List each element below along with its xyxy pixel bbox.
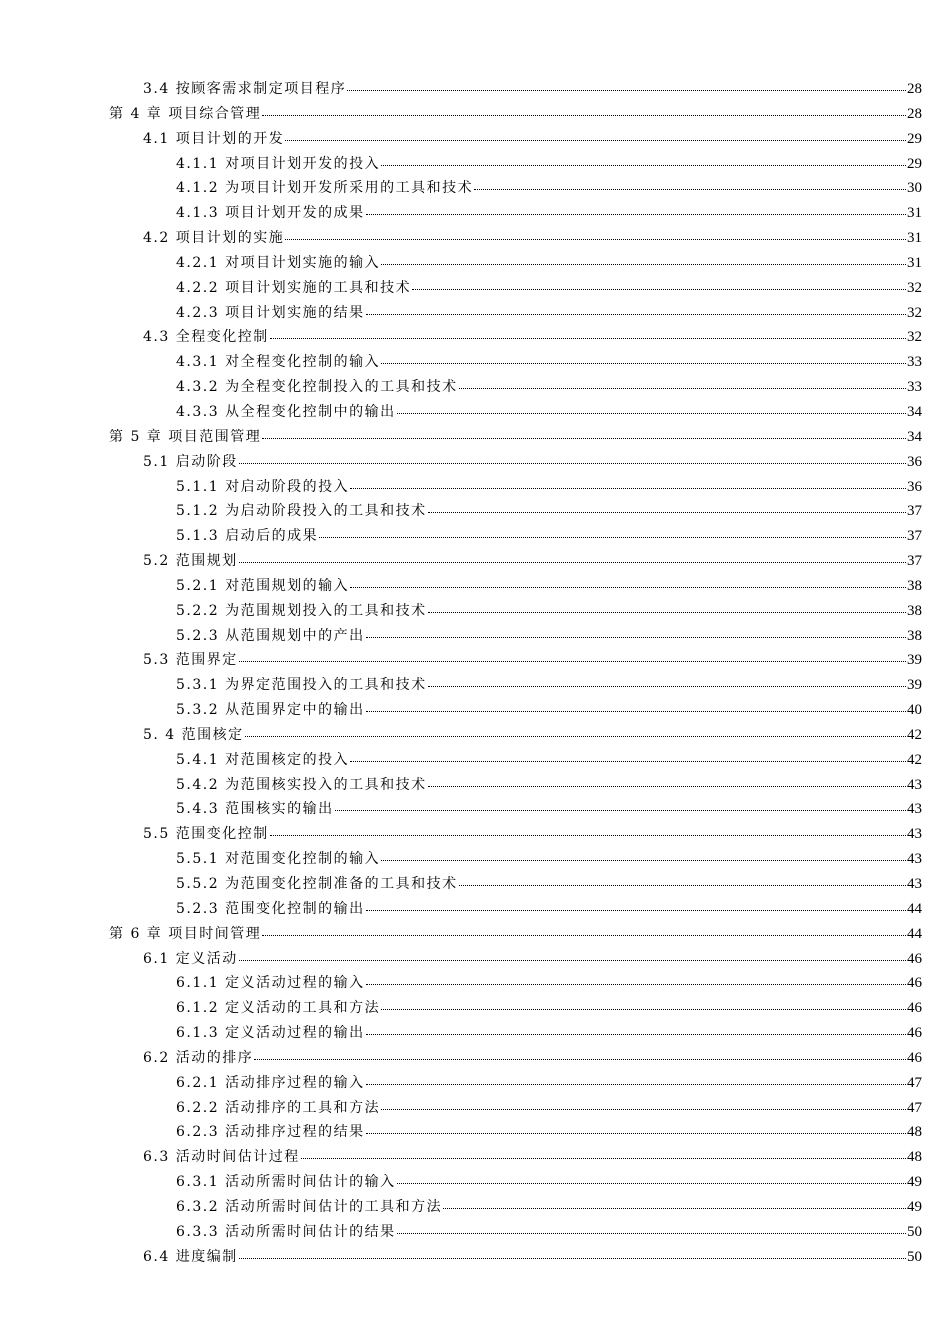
toc-dot-leader <box>397 412 906 414</box>
toc-dot-leader <box>366 983 906 985</box>
toc-entry-title: 5.2 范围规划 <box>143 553 238 570</box>
toc-entry[interactable] <box>0 549 950 574</box>
toc-dot-leader <box>381 859 906 861</box>
toc-entry[interactable] <box>0 499 950 524</box>
toc-entry-page-number: 29 <box>907 155 922 172</box>
toc-entry[interactable] <box>0 797 950 822</box>
toc-entry-title: 4.1.2 为项目计划开发所采用的工具和技术 <box>176 180 474 197</box>
toc-dot-leader <box>381 1108 906 1110</box>
toc-entry-title: 6.3.2 活动所需时间估计的工具和方法 <box>176 1198 443 1215</box>
toc-entry-title: 5.1 启动阶段 <box>143 453 238 470</box>
toc-entry-page-number: 36 <box>907 478 922 495</box>
toc-entry-page-number: 31 <box>907 205 922 222</box>
toc-entry-page-number: 43 <box>907 801 922 818</box>
toc-entry[interactable] <box>0 1245 950 1270</box>
toc-entry-page-number: 28 <box>907 81 922 97</box>
toc-entry[interactable] <box>0 77 950 102</box>
toc-entry[interactable] <box>0 475 950 500</box>
toc-entry-title: 6.2.2 活动排序的工具和方法 <box>176 1099 381 1116</box>
toc-dot-leader <box>366 909 906 911</box>
toc-entry-page-number: 44 <box>907 925 922 942</box>
toc-entry-title: 6.3 活动时间估计过程 <box>143 1149 300 1166</box>
toc-entry-page-number: 31 <box>907 230 922 247</box>
toc-entry-title: 5. 4 范围核定 <box>143 726 244 743</box>
toc-entry[interactable] <box>0 127 950 152</box>
toc-entry-title: 5.5 范围变化控制 <box>143 826 269 843</box>
toc-dot-leader <box>443 1207 906 1209</box>
toc-entry[interactable] <box>0 822 950 847</box>
toc-entry[interactable] <box>0 276 950 301</box>
toc-entry-page-number: 34 <box>907 428 922 445</box>
toc-entry[interactable] <box>0 350 950 375</box>
toc-entry[interactable] <box>0 425 950 450</box>
toc-entry-title: 5.4.2 为范围核实投入的工具和技术 <box>176 776 427 793</box>
toc-dot-leader <box>459 884 906 886</box>
toc-entry-title: 5.2.3 范围变化控制的输出 <box>176 900 365 917</box>
toc-entry-title: 4.3.1 对全程变化控制的输入 <box>176 354 381 371</box>
toc-entry-title: 5.1.2 为启动阶段投入的工具和技术 <box>176 503 427 520</box>
toc-dot-leader <box>366 313 906 315</box>
table-of-contents <box>0 77 950 1270</box>
toc-dot-leader <box>239 561 906 563</box>
toc-entry[interactable] <box>0 673 950 698</box>
toc-entry-page-number: 43 <box>907 876 922 892</box>
toc-entry[interactable] <box>0 176 950 201</box>
toc-entry-title: 5.4.3 范围核实的输出 <box>176 801 334 818</box>
toc-entry-title: 4.1.1 对项目计划开发的投入 <box>176 155 381 172</box>
toc-dot-leader <box>285 238 906 240</box>
toc-entry-page-number: 37 <box>907 553 922 570</box>
toc-entry[interactable] <box>0 599 950 624</box>
toc-entry[interactable] <box>0 574 950 599</box>
toc-entry-page-number: 48 <box>907 1124 922 1141</box>
toc-dot-leader <box>397 1182 906 1184</box>
toc-entry[interactable] <box>0 1021 950 1046</box>
toc-entry-title: 6.1.3 定义活动过程的输出 <box>176 1025 365 1042</box>
toc-dot-leader <box>319 536 906 538</box>
toc-entry[interactable] <box>0 947 950 972</box>
toc-entry-page-number: 46 <box>907 1049 922 1066</box>
toc-entry-title: 4.2.2 项目计划实施的工具和技术 <box>176 279 412 296</box>
toc-entry-page-number: 50 <box>907 1223 922 1240</box>
toc-entry-title: 5.5.2 为范围变化控制准备的工具和技术 <box>176 876 458 892</box>
toc-entry[interactable] <box>0 1220 950 1245</box>
toc-dot-leader <box>412 288 906 290</box>
toc-entry-page-number: 49 <box>907 1198 922 1215</box>
toc-entry-title: 第 4 章 项目综合管理 <box>109 105 262 122</box>
toc-entry-title: 第 6 章 项目时间管理 <box>109 925 262 942</box>
toc-dot-leader <box>366 213 906 215</box>
toc-entry-title: 3.4 按顾客需求制定项目程序 <box>143 81 347 97</box>
toc-entry[interactable] <box>0 450 950 475</box>
toc-entry[interactable] <box>0 872 950 897</box>
toc-dot-leader <box>428 685 906 687</box>
toc-entry-title: 5.2.3 从范围规划中的产出 <box>176 627 365 644</box>
toc-entry-title: 4.2.3 项目计划实施的结果 <box>176 304 365 321</box>
toc-dot-leader <box>350 487 906 489</box>
toc-dot-leader <box>335 809 906 811</box>
toc-entry[interactable] <box>0 226 950 251</box>
toc-dot-leader <box>350 760 906 762</box>
toc-entry-title: 6.3.3 活动所需时间估计的结果 <box>176 1223 396 1240</box>
toc-entry[interactable] <box>0 375 950 400</box>
toc-entry-title: 第 5 章 项目范围管理 <box>109 428 262 445</box>
toc-entry-title: 5.3 范围界定 <box>143 652 238 669</box>
toc-entry-title: 6.2.1 活动排序过程的输入 <box>176 1074 365 1091</box>
toc-entry-page-number: 39 <box>907 652 922 669</box>
toc-entry[interactable] <box>0 847 950 872</box>
toc-entry[interactable] <box>0 897 950 922</box>
toc-entry[interactable] <box>0 1071 950 1096</box>
toc-entry-page-number: 47 <box>907 1099 922 1116</box>
toc-entry-page-number: 50 <box>907 1248 922 1265</box>
toc-entry[interactable] <box>0 624 950 649</box>
toc-dot-leader <box>262 437 906 439</box>
toc-entry-title: 5.3.1 为界定范围投入的工具和技术 <box>176 677 427 694</box>
toc-entry-page-number: 33 <box>907 379 922 396</box>
toc-entry-page-number: 43 <box>907 851 922 868</box>
toc-entry-title: 6.1.1 定义活动过程的输入 <box>176 975 365 992</box>
toc-entry-page-number: 36 <box>907 453 922 470</box>
toc-dot-leader <box>459 387 906 389</box>
toc-entry[interactable] <box>0 1170 950 1195</box>
toc-entry-title: 5.2.2 为范围规划投入的工具和技术 <box>176 602 427 619</box>
toc-entry[interactable] <box>0 201 950 226</box>
toc-dot-leader <box>262 934 906 936</box>
toc-entry-page-number: 33 <box>907 354 922 371</box>
toc-dot-leader <box>381 1008 906 1010</box>
toc-entry-title: 6.1.2 定义活动的工具和方法 <box>176 1000 381 1017</box>
toc-dot-leader <box>285 139 906 141</box>
toc-dot-leader <box>245 735 906 737</box>
toc-dot-leader <box>239 959 906 961</box>
toc-dot-leader <box>428 611 906 613</box>
toc-entry-page-number: 28 <box>907 105 922 122</box>
toc-entry-title: 5.5.1 对范围变化控制的输入 <box>176 851 381 868</box>
toc-entry[interactable] <box>0 723 950 748</box>
toc-entry[interactable] <box>0 1096 950 1121</box>
toc-dot-leader <box>397 1232 906 1234</box>
toc-dot-leader <box>428 785 906 787</box>
toc-dot-leader <box>239 462 906 464</box>
toc-dot-leader <box>301 1157 906 1159</box>
toc-entry-page-number: 37 <box>907 503 922 520</box>
toc-entry-page-number: 43 <box>907 826 922 843</box>
toc-entry-page-number: 44 <box>907 900 922 917</box>
toc-dot-leader <box>474 188 906 190</box>
toc-entry-title: 5.2.1 对范围规划的输入 <box>176 577 350 594</box>
toc-dot-leader <box>381 362 906 364</box>
toc-entry-title: 6.2.3 活动排序过程的结果 <box>176 1124 365 1141</box>
toc-dot-leader <box>239 1257 906 1259</box>
toc-entry[interactable] <box>0 1120 950 1145</box>
toc-entry[interactable] <box>0 301 950 326</box>
toc-entry-page-number: 46 <box>907 975 922 992</box>
toc-entry[interactable] <box>0 698 950 723</box>
toc-entry[interactable] <box>0 102 950 127</box>
toc-entry-page-number: 48 <box>907 1149 922 1166</box>
toc-entry[interactable] <box>0 648 950 673</box>
toc-entry[interactable] <box>0 1145 950 1170</box>
toc-entry-title: 6.2 活动的排序 <box>143 1049 254 1066</box>
toc-entry-page-number: 42 <box>907 726 922 743</box>
toc-entry-title: 4.3.3 从全程变化控制中的输出 <box>176 403 396 420</box>
toc-entry-page-number: 40 <box>907 702 922 719</box>
toc-entry-title: 6.1 定义活动 <box>143 950 238 967</box>
toc-entry-page-number: 32 <box>907 279 922 296</box>
toc-entry[interactable] <box>0 1046 950 1071</box>
toc-dot-leader <box>366 1132 906 1134</box>
toc-entry-page-number: 34 <box>907 403 922 420</box>
toc-entry-page-number: 38 <box>907 577 922 594</box>
toc-entry-title: 4.2 项目计划的实施 <box>143 230 285 247</box>
toc-entry-title: 6.4 进度编制 <box>143 1248 238 1265</box>
toc-entry-title: 5.1.1 对启动阶段的投入 <box>176 478 350 495</box>
toc-entry-page-number: 39 <box>907 677 922 694</box>
toc-entry[interactable] <box>0 1195 950 1220</box>
toc-dot-leader <box>239 660 906 662</box>
toc-entry[interactable] <box>0 325 950 350</box>
toc-dot-leader <box>366 1083 906 1085</box>
toc-entry-page-number: 49 <box>907 1174 922 1191</box>
toc-entry-page-number: 38 <box>907 627 922 644</box>
toc-dot-leader <box>254 1058 906 1060</box>
toc-entry[interactable] <box>0 996 950 1021</box>
toc-entry-title: 4.3.2 为全程变化控制投入的工具和技术 <box>176 379 458 396</box>
toc-entry[interactable] <box>0 152 950 177</box>
toc-entry-title: 6.3.1 活动所需时间估计的输入 <box>176 1174 396 1191</box>
toc-entry[interactable] <box>0 971 950 996</box>
toc-dot-leader <box>381 164 906 166</box>
toc-entry-page-number: 46 <box>907 1025 922 1042</box>
toc-entry-page-number: 38 <box>907 602 922 619</box>
toc-entry[interactable] <box>0 748 950 773</box>
toc-dot-leader <box>428 511 906 513</box>
toc-entry-page-number: 37 <box>907 528 922 545</box>
toc-entry-title: 5.3.2 从范围界定中的输出 <box>176 702 365 719</box>
toc-entry-page-number: 30 <box>907 180 922 197</box>
toc-entry-page-number: 46 <box>907 950 922 967</box>
toc-dot-leader <box>350 586 906 588</box>
toc-entry[interactable] <box>0 922 950 947</box>
toc-entry-page-number: 46 <box>907 1000 922 1017</box>
toc-dot-leader <box>366 1033 906 1035</box>
toc-dot-leader <box>262 114 906 116</box>
toc-entry-page-number: 31 <box>907 254 922 271</box>
toc-entry-title: 5.4.1 对范围核定的投入 <box>176 751 350 768</box>
toc-entry-page-number: 29 <box>907 130 922 147</box>
toc-entry-page-number: 42 <box>907 751 922 768</box>
toc-entry[interactable] <box>0 524 950 549</box>
toc-entry-page-number: 32 <box>907 304 922 321</box>
toc-dot-leader <box>347 89 906 91</box>
toc-dot-leader <box>366 636 906 638</box>
toc-entry[interactable] <box>0 773 950 798</box>
toc-dot-leader <box>270 834 906 836</box>
toc-entry-page-number: 43 <box>907 776 922 793</box>
toc-entry-title: 4.1.3 项目计划开发的成果 <box>176 205 365 222</box>
toc-entry-title: 4.1 项目计划的开发 <box>143 130 285 147</box>
toc-entry-title: 4.2.1 对项目计划实施的输入 <box>176 254 381 271</box>
toc-entry-title: 5.1.3 启动后的成果 <box>176 528 319 545</box>
toc-entry[interactable] <box>0 251 950 276</box>
toc-entry-page-number: 32 <box>907 329 922 346</box>
toc-dot-leader <box>270 337 906 339</box>
toc-entry-title: 4.3 全程变化控制 <box>143 329 269 346</box>
toc-dot-leader <box>381 263 906 265</box>
toc-dot-leader <box>366 710 906 712</box>
toc-entry[interactable] <box>0 400 950 425</box>
toc-entry-page-number: 47 <box>907 1074 922 1091</box>
